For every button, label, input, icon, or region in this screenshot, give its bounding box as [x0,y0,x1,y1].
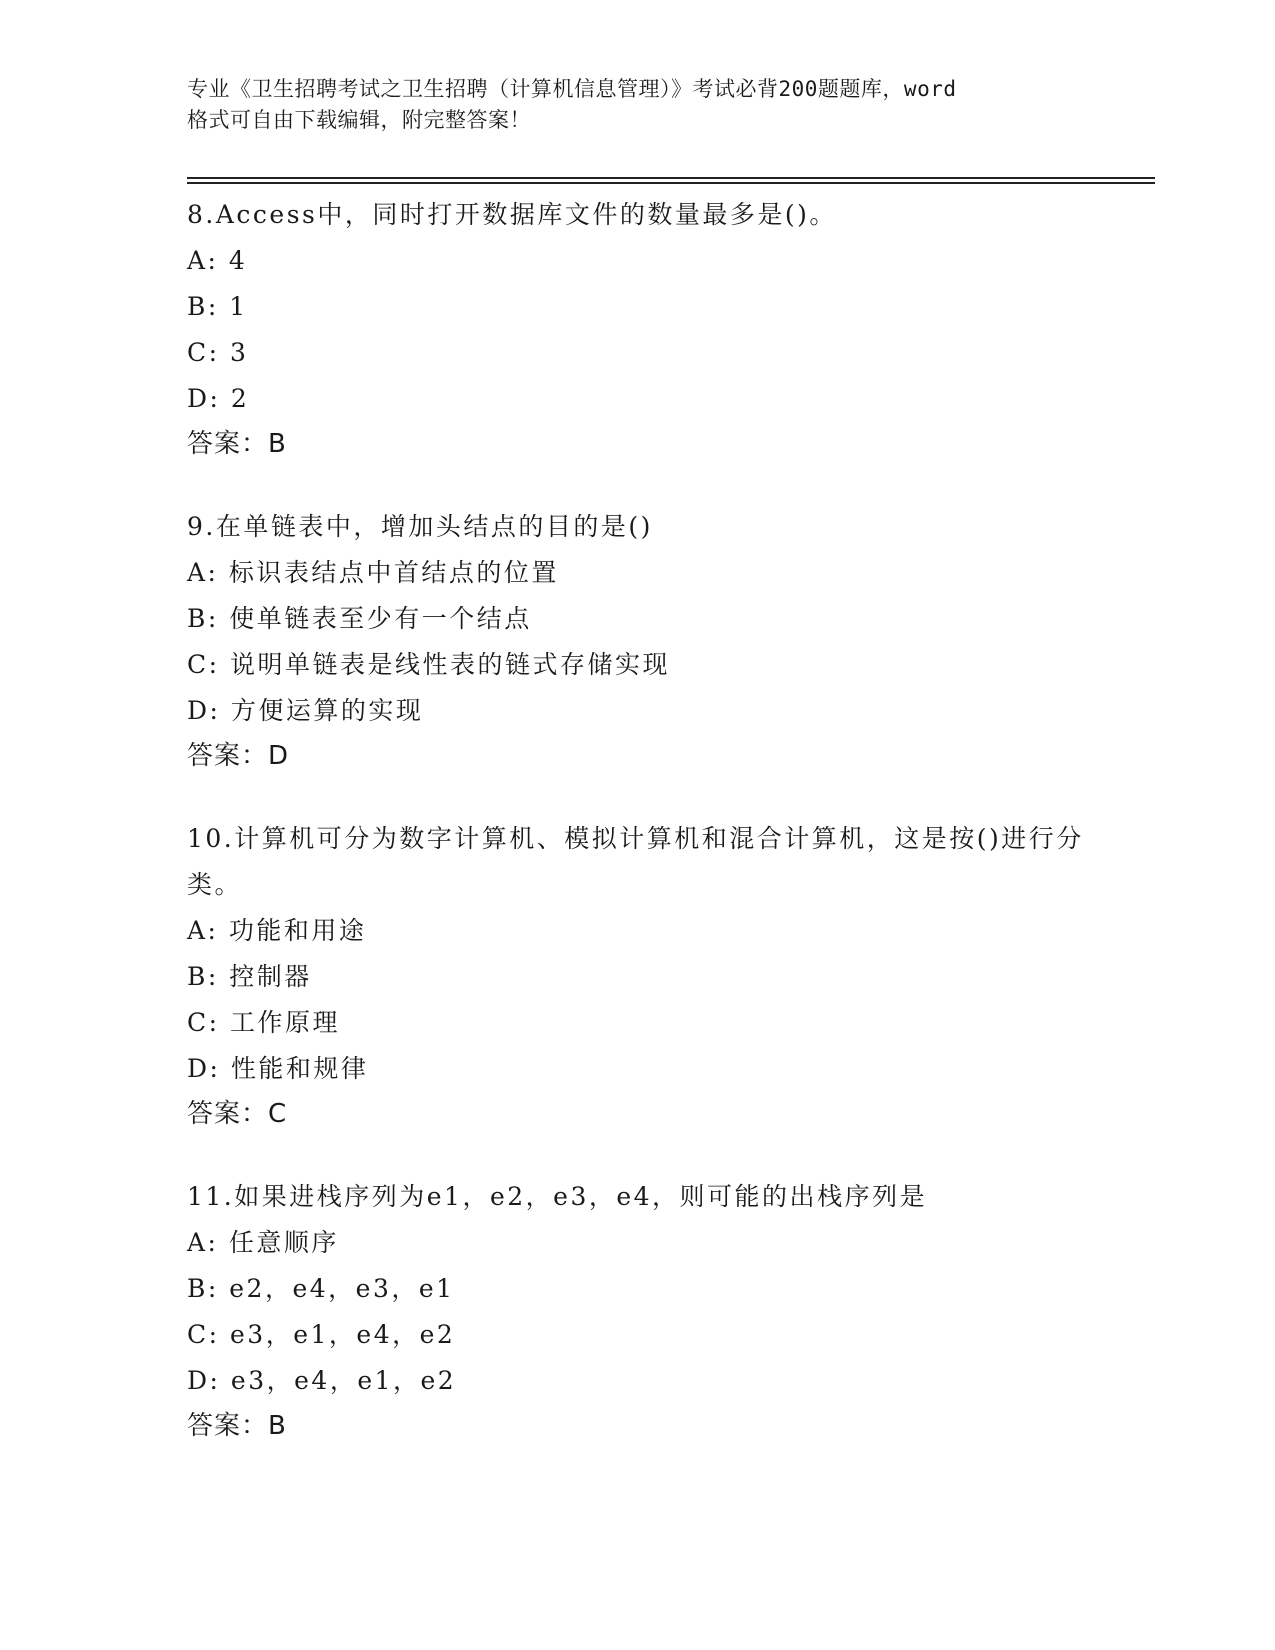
option-d: D: 方便运算的实现 [187,696,424,725]
option-a: A: 任意顺序 [187,1228,339,1257]
question-10 [187,816,1087,1136]
document-header [187,74,1087,136]
answer-label: 答案：B [187,429,287,459]
option-c: C: 3 [187,338,249,367]
option-a: A: 4 [187,246,248,275]
option-d: D: 2 [187,384,250,413]
question-9 [187,504,1087,778]
answer-label: 答案：C [187,1099,288,1129]
answer-label: 答案：B [187,1411,287,1441]
question-text: 10.计算机可分为数字计算机、模拟计算机和混合计算机，这是按()进行分类。 [187,824,1084,899]
option-b: B: 控制器 [187,962,312,991]
option-a: A: 功能和用途 [187,916,367,945]
option-c: C: 工作原理 [187,1008,340,1037]
option-c: C: e3，e1，e4，e2 [187,1320,456,1349]
header-line-2: 格式可自由下载编辑，附完整答案！ [187,108,531,132]
answer-label: 答案：D [187,741,290,771]
question-text: 11.如果进栈序列为e1，e2，e3，e4，则可能的出栈序列是 [187,1182,928,1211]
option-d: D: 性能和规律 [187,1054,369,1083]
option-b: B: 使单链表至少有一个结点 [187,604,532,633]
header-divider-bottom [187,182,1155,184]
header-divider-top [187,177,1155,179]
header-line-1: 专业《卫生招聘考试之卫生招聘（计算机信息管理）》考试必背200题题库，word [187,77,957,101]
option-d: D: e3，e4，e1，e2 [187,1366,457,1395]
option-c: C: 说明单链表是线性表的链式存储实现 [187,650,670,679]
option-a: A: 标识表结点中首结点的位置 [187,558,559,587]
question-8 [187,192,1087,466]
option-b: B: 1 [187,292,248,321]
question-11 [187,1174,1087,1448]
option-b: B: e2，e4，e3，e1 [187,1274,455,1303]
question-text: 9.在单链表中，增加头结点的目的是() [187,512,653,541]
question-list [187,192,1087,1486]
question-text: 8.Access中，同时打开数据库文件的数量最多是()。 [187,200,837,229]
